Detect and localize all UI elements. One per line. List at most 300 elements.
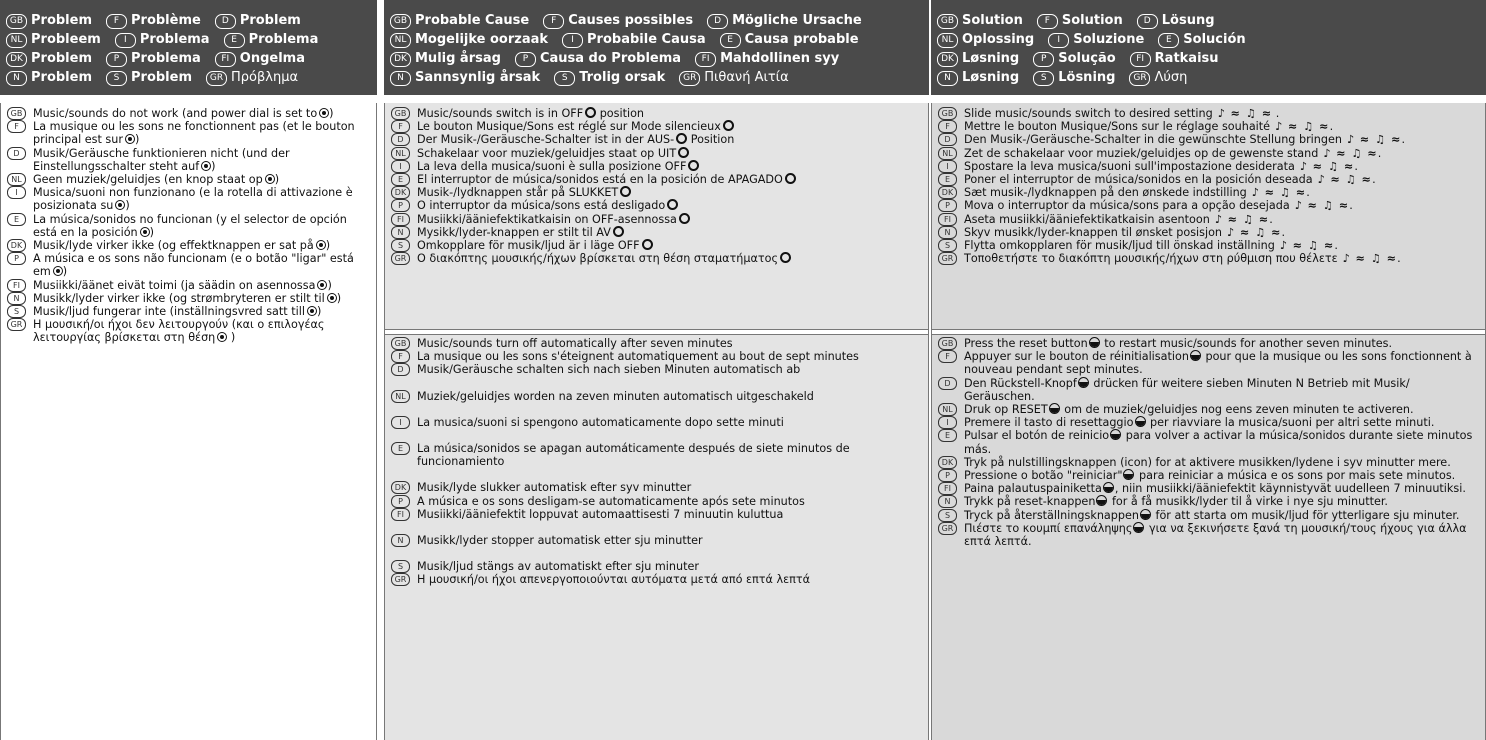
cause1-entry (385, 173, 928, 186)
cause1-entry (385, 160, 928, 173)
language-code-badge: GR (391, 573, 410, 586)
solution2-text: Press the reset button (964, 337, 1088, 350)
cause2-entry (385, 337, 928, 350)
header-lang-entry (390, 49, 501, 68)
language-code-badge: E (938, 173, 957, 186)
off-position-icon (676, 133, 687, 144)
header-term: Λύση (1154, 70, 1188, 85)
header-line (390, 30, 929, 49)
language-code-badge: N (390, 71, 411, 86)
language-code-badge: F (1037, 14, 1058, 29)
cause2-entry (385, 573, 928, 586)
problem-column (0, 103, 377, 740)
problem-text: La musique ou les sons ne fonctionnent pas (et le bouton principal est sur (33, 120, 355, 147)
header-line (6, 49, 377, 68)
cause2-entry (385, 495, 928, 508)
cause1-text: Music/sounds switch is in OFF (417, 107, 584, 120)
language-code-badge: NL (938, 403, 957, 416)
language-code-badge: DK (391, 481, 410, 494)
solution1-text-after: . (1334, 239, 1338, 253)
header-problem (0, 0, 377, 95)
problem-entry (1, 107, 376, 120)
language-code-badge: N (938, 226, 957, 239)
language-code-badge: S (7, 305, 26, 318)
header-lang-entry (6, 11, 92, 30)
solution2-entry (932, 377, 1485, 403)
solution2-text: Premere il tasto di resettaggio (964, 416, 1134, 430)
header-term: Causa do Problema (539, 51, 682, 66)
cause-list-switch (385, 107, 928, 265)
reset-button-icon (1049, 403, 1060, 414)
header-term: Soluzione (1073, 32, 1145, 47)
cause1-entry (385, 226, 928, 239)
solution1-text-after: . (1397, 252, 1401, 266)
reset-button-icon (1096, 495, 1107, 506)
solution2-entry (932, 509, 1485, 522)
solution2-entry (932, 350, 1485, 376)
cause1-entry (385, 199, 928, 212)
solution2-text-after: to restart music/sounds for another seven minutes. (1100, 337, 1393, 350)
header-lang-entry (937, 30, 1034, 49)
language-code-badge: FI (7, 279, 26, 292)
cause2-text: Η μουσική/οι ήχοι απενεργοποιούνται αυτόματα μετά από επτά λεπτά (417, 573, 810, 587)
language-code-badge: NL (391, 390, 410, 403)
problem-entry (1, 292, 376, 305)
language-code-badge: F (938, 120, 957, 133)
language-code-badge: GR (7, 318, 26, 331)
language-code-badge: N (391, 226, 410, 239)
solution2-text-after: för att starta om musik/ljud för ytterligare sju minuter. (1151, 508, 1460, 522)
solution2-text-after: for å få musikk/lyder til å virke i nye sju minutter. (1108, 495, 1388, 509)
music-sound-settings-icon: ♪ ≈ ♫ ≈ (1294, 159, 1355, 173)
header-term: Πρόβλημα (231, 70, 299, 85)
solution1-entry (932, 226, 1485, 239)
language-code-badge: DK (938, 186, 957, 199)
problem-text-after: ) (211, 159, 216, 173)
header-term: Problème (131, 13, 201, 28)
header-line (6, 11, 377, 30)
language-code-badge: D (7, 147, 26, 160)
language-code-badge: S (106, 71, 127, 86)
problem-entry (1, 213, 376, 239)
cause2-entry (385, 481, 928, 494)
language-code-badge: P (515, 52, 536, 67)
problem-text: Η μουσική/οι ήχοι δεν λειτουργούν (και ο επιλογέας λειτουργίας βρίσκεται στη θέση (33, 318, 325, 345)
solution2-entry (932, 429, 1485, 455)
problem-text-after: ) (149, 225, 155, 239)
problem-text: A música e os sons não funcionam (e o botão "ligar" está em (33, 252, 354, 279)
solution1-entry (932, 133, 1485, 146)
language-code-badge: S (391, 239, 410, 252)
music-sound-settings-icon: ♪ ≈ ♫ ≈ (1246, 186, 1307, 200)
solution1-entry (932, 173, 1485, 186)
off-position-icon (667, 199, 678, 210)
language-code-badge: I (562, 33, 583, 48)
solution1-text-after: . (1354, 159, 1358, 173)
cause2-text: La musica/suoni si spengono automaticamente dopo sette minuti (417, 415, 784, 429)
off-position-icon (642, 239, 653, 250)
cause2-text: Music/sounds turn off automatically after seven minutes (417, 337, 733, 350)
solution2-text: Tryk på nulstillingsknappen (icon) for at aktivere musikken/lydene i syv minutter mere. (964, 455, 1451, 469)
language-code-badge: E (391, 173, 410, 186)
header-lang-entry (6, 49, 92, 68)
problem-text-after: ) (325, 239, 331, 253)
power-dial-on-icon (53, 266, 63, 276)
language-code-badge: F (391, 120, 410, 133)
reset-button-icon (1103, 482, 1114, 493)
solution2-text: Pressione o botão "reiniciar" (964, 469, 1123, 483)
header-lang-entry (390, 11, 529, 30)
header-term: Probable Cause (415, 13, 530, 28)
cause1-entry (385, 147, 928, 160)
language-code-badge: I (938, 416, 957, 429)
problem-text: Music/sounds do not work (and power dial is set to (33, 107, 318, 120)
solution1-entry (932, 239, 1485, 252)
cause2-entry (385, 350, 928, 363)
header-term: Solution (962, 13, 1023, 28)
off-position-icon (613, 226, 624, 237)
off-position-icon (679, 213, 690, 224)
solution2-entry (932, 456, 1485, 469)
cause2-entry (385, 416, 928, 429)
header-line (390, 11, 929, 30)
cause2-entry (385, 442, 928, 468)
cause2-text: Musikk/lyder stopper automatisk etter sju minutter (417, 534, 703, 548)
header-lang-entry (6, 68, 92, 87)
solution2-text-after: για να ξεκινήσετε ξανά τη μουσική/τους ήχους για άλλα επτά λεπτά. (964, 521, 1467, 549)
language-code-badge: NL (6, 33, 27, 48)
solution2-text-after: drücken für weitere sieben Minuten N Betrieb mit Musik/ Geräuschen. (964, 376, 1410, 403)
header-lang-entry (106, 68, 192, 87)
language-code-badge: GR (938, 252, 957, 265)
header-lang-entry (206, 68, 298, 87)
language-code-badge: E (7, 213, 26, 226)
header-term: Problem (31, 51, 92, 66)
language-code-badge: GB (391, 107, 410, 120)
language-code-badge: NL (937, 33, 958, 48)
language-code-badge: I (115, 33, 136, 48)
language-code-badge: S (554, 71, 575, 86)
cause2-entry (385, 560, 928, 573)
header-lang-entry (1033, 49, 1115, 68)
language-code-badge: P (1033, 52, 1054, 67)
language-code-badge: FI (215, 52, 236, 67)
header-term: Problem (31, 13, 92, 28)
header-lang-entry (937, 49, 1019, 68)
header-lang-entry (390, 68, 540, 87)
solution1-text: Flytta omkopplaren för musik/ljud till önskad inställning (964, 239, 1275, 253)
header-term: Solution (1061, 13, 1123, 28)
power-dial-on-icon (319, 108, 329, 118)
solution2-entry (932, 522, 1485, 548)
reset-button-icon (1110, 429, 1121, 440)
problem-entry (1, 173, 376, 186)
solution2-text-after: , niin musiikki/ääniefektit käynnistyvät uudelleen 7 minuutiksi. (1114, 482, 1466, 496)
solution2-text: Πιέστε το κουμπί επανάληψης (964, 521, 1133, 535)
problem-text-after: ) (227, 331, 236, 345)
language-code-badge: D (938, 133, 957, 146)
header-lang-entry (115, 30, 210, 49)
header-term: Solução (1058, 51, 1116, 66)
problem-text-after: ) (125, 199, 130, 213)
music-sound-settings-icon: ♪ ≈ ♫ ≈ (1222, 225, 1282, 239)
language-code-badge: FI (391, 213, 410, 226)
language-code-badge: GR (206, 71, 227, 86)
problem-text-after: ) (329, 107, 334, 120)
cause1-text-after: Position (687, 133, 735, 147)
language-code-badge: E (391, 442, 410, 455)
solution1-text: Slide music/sounds switch to desired setting (964, 107, 1213, 120)
header-term: Ongelma (239, 51, 305, 66)
reset-button-icon (1140, 509, 1151, 520)
row-divider (932, 329, 1485, 335)
language-code-badge: DK (938, 456, 957, 469)
solution2-text: Appuyer sur le bouton de réinitialisation (964, 350, 1189, 364)
power-dial-on-icon (201, 161, 211, 171)
header-lang-entry (1048, 30, 1144, 49)
power-dial-on-icon (265, 174, 275, 184)
header-term: Probabile Causa (587, 32, 706, 47)
solution1-text-after: . (1372, 173, 1376, 187)
cause1-entry (385, 133, 928, 146)
problem-entry (1, 239, 376, 252)
language-code-badge: FI (938, 213, 957, 226)
header-lang-entry (1130, 49, 1219, 68)
cause1-text: Der Musik-/Geräusche-Schalter ist in der AUS- (417, 133, 675, 147)
solution1-text-after: . (1306, 186, 1310, 200)
solution1-entry (932, 120, 1485, 133)
solution1-text-after: . (1281, 225, 1286, 239)
solution2-text-after: per riavviare la musica/suoni per altri sette minuti. (1146, 416, 1435, 430)
cause2-text: Musiikki/ääniefektit loppuvat automaattisesti 7 minuutin kuluttua (417, 507, 784, 521)
header-term: Lösning (1058, 70, 1116, 85)
cause1-text-after: position (596, 107, 645, 120)
language-code-badge: P (106, 52, 127, 67)
language-code-badge: F (391, 350, 410, 363)
solution2-text: Druk op RESET (964, 403, 1048, 417)
solution1-text-after: . (1269, 212, 1273, 226)
header-term: Oplossing (962, 32, 1035, 47)
header-line (390, 49, 929, 68)
solution2-text: Pulsar el botón de reinicio (964, 429, 1110, 443)
header-term: Ratkaisu (1154, 51, 1219, 66)
language-code-badge: DK (390, 52, 411, 67)
solution2-text: Den Rückstell-Knopf (964, 376, 1077, 390)
language-code-badge: D (1137, 14, 1158, 29)
music-sound-settings-icon: ♪ ≈ ♫ ≈ (1274, 239, 1335, 253)
problem-text: Musik/ljud fungerar inte (inställningsvred satt till (33, 305, 305, 319)
header-term: Causes possibles (568, 13, 694, 28)
language-code-badge: D (391, 363, 410, 376)
problem-text: La música/sonidos no funcionan (y el selector de opción está en la posición (33, 212, 347, 239)
language-code-badge: GB (938, 337, 957, 350)
off-position-icon (785, 173, 796, 184)
solution1-text-after: . (1329, 120, 1334, 134)
solution1-text-after: . (1401, 133, 1406, 147)
problem-entry (1, 186, 376, 212)
header-term: Sannsynlig årsak (415, 70, 541, 85)
solution2-entry (932, 495, 1485, 508)
language-code-badge: DK (6, 52, 27, 67)
language-code-badge: DK (937, 52, 958, 67)
header-line (937, 30, 1486, 49)
header-term: Problem (131, 70, 192, 85)
language-code-badge: GB (7, 107, 26, 120)
solution2-text-after: om de muziek/geluidjes nog eens zeven minuten te activeren. (1060, 403, 1414, 417)
music-sound-settings-icon: ♪ ≈ ♫ ≈ (1212, 107, 1273, 120)
cause1-entry (385, 252, 928, 265)
header-line (6, 30, 377, 49)
header-lang-entry (390, 30, 548, 49)
power-dial-on-icon (115, 200, 125, 210)
language-code-badge: GR (1129, 71, 1150, 86)
language-code-badge: D (391, 133, 410, 146)
problem-text-after: ) (336, 291, 342, 305)
cause2-text: La música/sonidos se apagan automáticamente después de siete minutos de funcionamiento (417, 442, 850, 469)
music-sound-settings-icon: ♪ ≈ ♫ ≈ (1341, 133, 1402, 147)
solution1-text: Spostare la leva musica/suoni sull'impostazione desiderata (964, 159, 1295, 173)
language-code-badge: E (938, 429, 957, 442)
power-dial-on-icon (327, 293, 337, 303)
language-code-badge: I (938, 160, 957, 173)
off-position-icon (780, 252, 791, 263)
language-code-badge: D (938, 377, 957, 390)
header-lang-entry (215, 49, 305, 68)
language-code-badge: GB (390, 14, 411, 29)
solution2-text-after: para volver a activar la música/sonidos durante siete minutos más. (964, 429, 1473, 456)
problem-text: Musica/suoni non funzionano (e la rotella di attivazione è posizionata su (33, 186, 353, 213)
cause2-text: A música e os sons desligam-se automaticamente após sete minutos (417, 494, 805, 508)
header-term: Løsning (962, 70, 1020, 85)
language-code-badge: E (1158, 33, 1179, 48)
header-term: Causa probable (744, 32, 859, 47)
language-code-badge: S (391, 560, 410, 573)
header-lang-entry (1129, 68, 1187, 87)
header-term: Problem (239, 13, 301, 28)
header-lang-entry (554, 68, 665, 87)
header-lang-entry (679, 68, 788, 87)
solution1-entry (932, 213, 1485, 226)
header-term: Problem (31, 70, 92, 85)
language-code-badge: GB (391, 337, 410, 350)
power-dial-on-icon (125, 134, 135, 144)
reset-button-icon (1123, 469, 1134, 480)
problem-text-after: ) (274, 173, 280, 187)
solution-list-reset (932, 337, 1485, 548)
language-code-badge: I (391, 416, 410, 429)
cause1-text: Mysikk/lyder-knappen er stilt til AV (417, 225, 611, 239)
problem-text-after: ) (316, 305, 322, 319)
cause2-entry (385, 508, 928, 521)
header-lang-entry (106, 11, 201, 30)
header-lang-entry (543, 11, 693, 30)
header-lang-entry (937, 11, 1023, 30)
problem-text-after: ) (327, 278, 332, 292)
header-lang-entry (720, 30, 859, 49)
cause1-text: Le bouton Musique/Sons est réglé sur Mode silencieux (417, 120, 721, 134)
header-lang-entry (1158, 30, 1245, 49)
cause2-entry (385, 363, 928, 376)
solution1-text: Poner el interruptor de música/sonidos en la posición deseada (964, 173, 1313, 187)
cause1-entry (385, 239, 928, 252)
cause1-entry (385, 120, 928, 133)
header-line (937, 49, 1486, 68)
header-lang-entry (562, 30, 706, 49)
header-lang-entry (224, 30, 319, 49)
language-code-badge: FI (938, 482, 957, 495)
cause-list-timeout (385, 337, 928, 600)
header-term: Problema (248, 32, 319, 47)
music-sound-settings-icon: ♪ ≈ ♫ ≈ (1312, 173, 1373, 187)
problem-text: Musiikki/äänet eivät toimi (ja säädin on asennossa (33, 278, 316, 292)
header-lang-entry (707, 11, 862, 30)
off-position-icon (585, 107, 596, 118)
header-lang-entry (215, 11, 301, 30)
solution2-text-after: pour que la musique ou les sons fonctionnent à nouveau pendant sept minutes. (964, 350, 1472, 377)
solution1-text-after: . (1349, 199, 1353, 213)
header-lang-entry (515, 49, 681, 68)
solution2-text: Tryck på återställningsknappen (964, 508, 1139, 522)
header-lang-entry (1037, 11, 1123, 30)
language-code-badge: N (6, 71, 27, 86)
language-code-badge: GB (938, 107, 957, 120)
solution1-text: Den Musik-/Geräusche-Schalter in die gewünschte Stellung bringen (964, 133, 1342, 147)
solution1-entry (932, 147, 1485, 160)
header-lang-entry (1033, 68, 1115, 87)
cause2-entry (385, 390, 928, 403)
cause1-text: La leva della musica/suoni è sulla posizione OFF (417, 159, 687, 173)
reset-button-icon (1133, 522, 1144, 533)
header-lang-entry (106, 49, 201, 68)
cause2-text: La musique ou les sons s'éteignent automatiquement au bout de sept minutes (417, 350, 859, 364)
problem-text-after: ) (134, 133, 140, 147)
cause-column (384, 103, 929, 740)
language-code-badge: GR (391, 252, 410, 265)
cause1-entry (385, 186, 928, 199)
header-term: Πιθανή Αιτία (704, 70, 789, 85)
language-code-badge: FI (695, 52, 716, 67)
language-code-badge: D (215, 14, 236, 29)
language-code-badge: I (7, 186, 26, 199)
solution1-entry (932, 199, 1485, 212)
language-code-badge: NL (390, 33, 411, 48)
solution1-text-after: . (1377, 146, 1382, 160)
solution2-text: Trykk på reset-knappen (964, 495, 1096, 509)
header-lang-entry (6, 30, 101, 49)
music-sound-settings-icon: ♪ ≈ ♫ ≈ (1209, 212, 1270, 226)
solution2-text-after: para reiniciar a música e os sons por mais sete minutos. (1135, 469, 1456, 483)
problem-entry (1, 318, 376, 344)
problem-entry (1, 252, 376, 278)
language-code-badge: N (391, 534, 410, 547)
header-line (6, 68, 377, 87)
solution2-entry (932, 416, 1485, 429)
language-code-badge: FI (391, 508, 410, 521)
language-code-badge: P (391, 199, 410, 212)
language-code-badge: E (224, 33, 245, 48)
language-code-badge: GR (938, 522, 957, 535)
solution1-entry (932, 160, 1485, 173)
header-term: Probleem (31, 32, 101, 47)
language-code-badge: P (7, 252, 26, 265)
language-code-badge: P (391, 495, 410, 508)
solution2-entry (932, 337, 1485, 350)
cause1-text: Ο διακόπτης μουσικής/ήχων βρίσκεται στη θέση σταματήματος (417, 252, 779, 266)
solution2-entry (932, 403, 1485, 416)
language-code-badge: I (391, 160, 410, 173)
header-lang-entry (695, 49, 839, 68)
language-code-badge: DK (7, 239, 26, 252)
